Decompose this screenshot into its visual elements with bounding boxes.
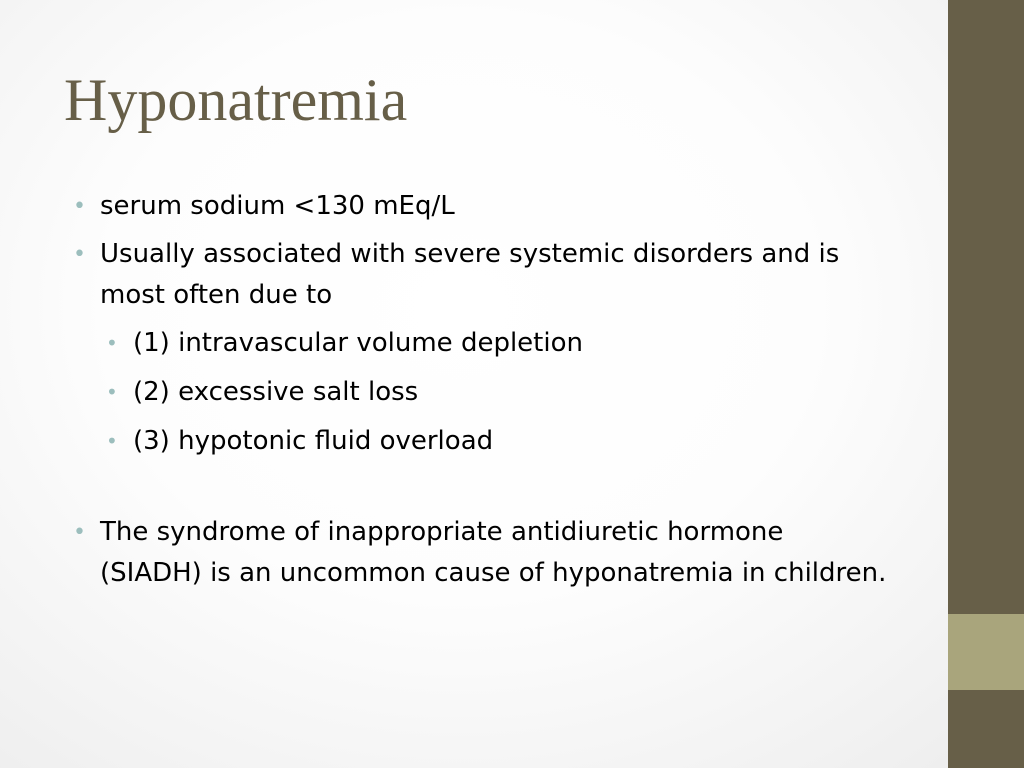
bullet-dot-icon: •	[73, 194, 86, 219]
bullet-dot-icon: •	[106, 380, 118, 404]
spacer	[72, 470, 892, 512]
bullet-dot-icon: •	[73, 520, 86, 545]
bullet-dot-icon: •	[106, 331, 118, 355]
sub-bullet-text: (2) excessive salt loss	[133, 377, 419, 407]
bullet-text: Usually associated with severe systemic disorders and is most often due to	[100, 239, 840, 310]
decorative-sidebar-accent	[948, 614, 1024, 690]
sub-bullet-text: (1) intravascular volume depletion	[133, 328, 583, 358]
bullet-text: The syndrome of inappropriate antidiuretic hormone (SIADH) is an uncommon cause of hyponatremia in children.	[100, 517, 887, 588]
sub-bullet-text: (3) hypotonic fluid overload	[133, 426, 494, 456]
sub-bullet-item	[105, 372, 892, 413]
sub-bullet-item	[105, 323, 892, 364]
slide-content	[72, 186, 892, 601]
slide-title: Hyponatremia	[64, 67, 408, 133]
bullet-dot-icon: •	[106, 429, 118, 453]
bullet-text: serum sodium <130 mEq/L	[100, 191, 455, 221]
bullet-item	[72, 186, 892, 227]
sub-bullet-item	[105, 421, 892, 462]
bullet-item	[72, 512, 892, 594]
bullet-item	[72, 234, 892, 316]
bullet-dot-icon: •	[73, 242, 86, 267]
